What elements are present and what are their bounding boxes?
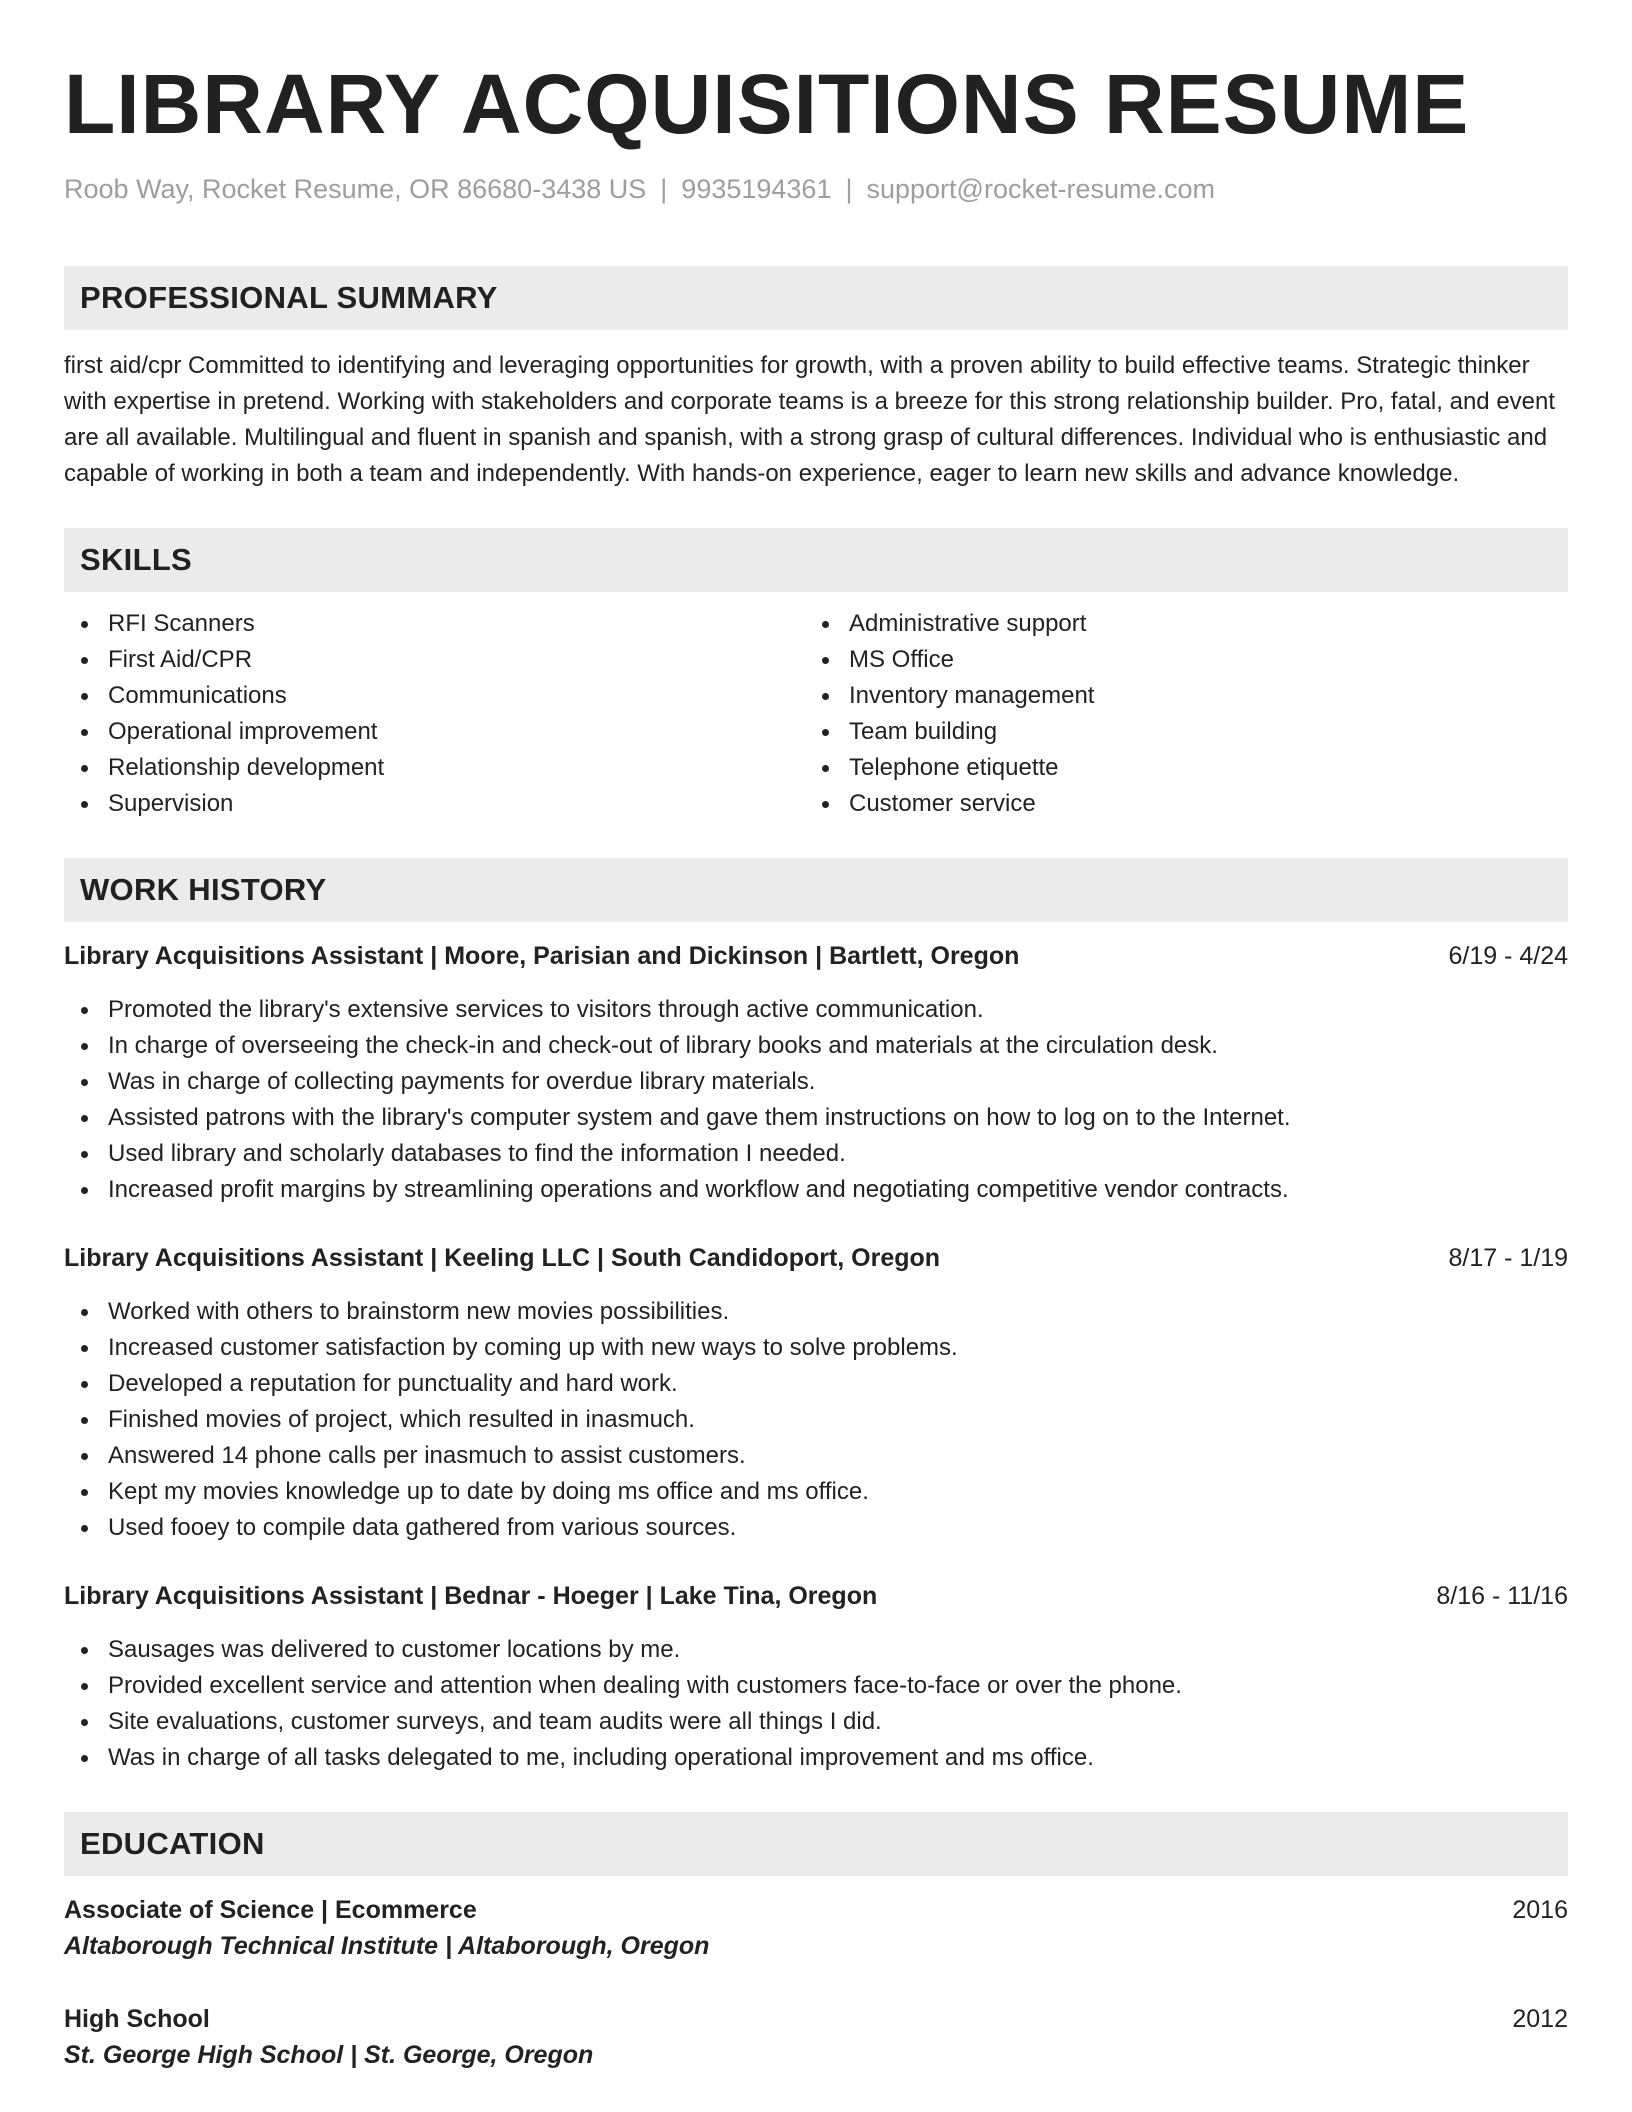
job-bullet: Sausages was delivered to customer locations by me. <box>64 1632 1568 1668</box>
job-dates: 8/17 - 1/19 <box>1448 1244 1568 1272</box>
education-entry <box>64 2001 1568 2073</box>
resume-title: LIBRARY ACQUISITIONS RESUME <box>64 57 1470 151</box>
skills-grid <box>64 606 1568 822</box>
skill-item: Communications <box>64 678 805 714</box>
summary-heading: PROFESSIONAL SUMMARY <box>64 266 1568 330</box>
skill-item: Relationship development <box>64 750 805 786</box>
summary-text: first aid/cpr Committed to identifying and leveraging opportunities for growth, with a proven ability to build effective teams. Strategic thinker with expertise in pretend. Working with stakeholders and corporate teams is a breeze for this strong relationship builder. Pro, fatal, and event are all available. Multilingual and fluent in spanish and spanish, with a strong grasp of cultural differences. Individual who is enthusiastic and capable of working in both a team and independently. With hands-on experience, eager to learn new skills and advance knowledge. <box>64 352 1556 487</box>
skill-item: Telephone etiquette <box>805 750 1546 786</box>
education-header <box>64 2001 1568 2037</box>
job-header <box>64 1240 1568 1276</box>
skill-item: Operational improvement <box>64 714 805 750</box>
job-title: Library Acquisitions Assistant | Bednar - Hoeger | Lake Tina, Oregon <box>64 1582 878 1610</box>
job-dates: 8/16 - 11/16 <box>1436 1582 1568 1610</box>
job-bullet: Kept my movies knowledge up to date by doing ms office and ms office. <box>64 1474 1568 1510</box>
education-year: 2016 <box>1512 1896 1568 1924</box>
job-dates: 6/19 - 4/24 <box>1448 942 1568 970</box>
job-header <box>64 938 1568 974</box>
skill-item: Inventory management <box>805 678 1546 714</box>
contact-line <box>64 172 1568 206</box>
job-bullet: Assisted patrons with the library's computer system and gave them instructions on how to log on to the Internet. <box>64 1100 1568 1136</box>
contact-address: Roob Way, Rocket Resume, OR 86680-3438 US <box>64 174 647 204</box>
job-bullet: Finished movies of project, which resulted in inasmuch. <box>64 1402 1568 1438</box>
education-school: St. George High School | St. George, Oregon <box>64 2041 594 2069</box>
job-bullet: Provided excellent service and attention when dealing with customers face-to-face or over the phone. <box>64 1668 1568 1704</box>
job-title: Library Acquisitions Assistant | Keeling LLC | South Candidoport, Oregon <box>64 1244 941 1272</box>
job-entry <box>64 1240 1568 1546</box>
job-bullet: Was in charge of collecting payments for overdue library materials. <box>64 1064 1568 1100</box>
job-bullets <box>64 1632 1568 1776</box>
job-bullets <box>64 1294 1568 1546</box>
education-header <box>64 1892 1568 1928</box>
job-bullet: Worked with others to brainstorm new movies possibilities. <box>64 1294 1568 1330</box>
skill-item: RFI Scanners <box>64 606 805 642</box>
education-degree: Associate of Science | Ecommerce <box>64 1896 477 1924</box>
job-bullet: In charge of overseeing the check-in and check-out of library books and materials at the circulation desk. <box>64 1028 1568 1064</box>
skill-item: First Aid/CPR <box>64 642 805 678</box>
job-bullet: Site evaluations, customer surveys, and team audits were all things I did. <box>64 1704 1568 1740</box>
education-degree: High School <box>64 2005 210 2033</box>
contact-phone: 9935194361 <box>681 174 832 204</box>
job-bullet: Used library and scholarly databases to find the information I needed. <box>64 1136 1568 1172</box>
job-entry <box>64 938 1568 1208</box>
education-year: 2012 <box>1512 2005 1568 2033</box>
job-bullet: Increased profit margins by streamlining operations and workflow and negotiating competitive vendor contracts. <box>64 1172 1568 1208</box>
contact-separator: | <box>845 174 853 204</box>
job-bullets <box>64 992 1568 1208</box>
job-bullet: Promoted the library's extensive services to visitors through active communication. <box>64 992 1568 1028</box>
job-bullet: Developed a reputation for punctuality and hard work. <box>64 1366 1568 1402</box>
skills-heading: SKILLS <box>64 528 1568 592</box>
job-entry <box>64 1578 1568 1776</box>
skill-item: Team building <box>805 714 1546 750</box>
job-bullet: Answered 14 phone calls per inasmuch to assist customers. <box>64 1438 1568 1474</box>
skill-item: MS Office <box>805 642 1546 678</box>
job-header <box>64 1578 1568 1614</box>
skills-column-left <box>64 606 805 822</box>
job-bullet: Used fooey to compile data gathered from various sources. <box>64 1510 1568 1546</box>
contact-email: support@rocket-resume.com <box>866 174 1216 204</box>
skill-item: Customer service <box>805 786 1546 822</box>
work-history-heading: WORK HISTORY <box>64 858 1568 922</box>
job-bullet: Increased customer satisfaction by coming up with new ways to solve problems. <box>64 1330 1568 1366</box>
education-school: Altaborough Technical Institute | Altaborough, Oregon <box>64 1932 710 1960</box>
skill-item: Administrative support <box>805 606 1546 642</box>
job-title: Library Acquisitions Assistant | Moore, Parisian and Dickinson | Bartlett, Oregon <box>64 942 1020 970</box>
skills-column-right <box>805 606 1546 822</box>
skill-item: Supervision <box>64 786 805 822</box>
contact-separator: | <box>660 174 668 204</box>
education-entry <box>64 1892 1568 1964</box>
job-bullet: Was in charge of all tasks delegated to me, including operational improvement and ms office. <box>64 1740 1568 1776</box>
education-heading: EDUCATION <box>64 1812 1568 1876</box>
